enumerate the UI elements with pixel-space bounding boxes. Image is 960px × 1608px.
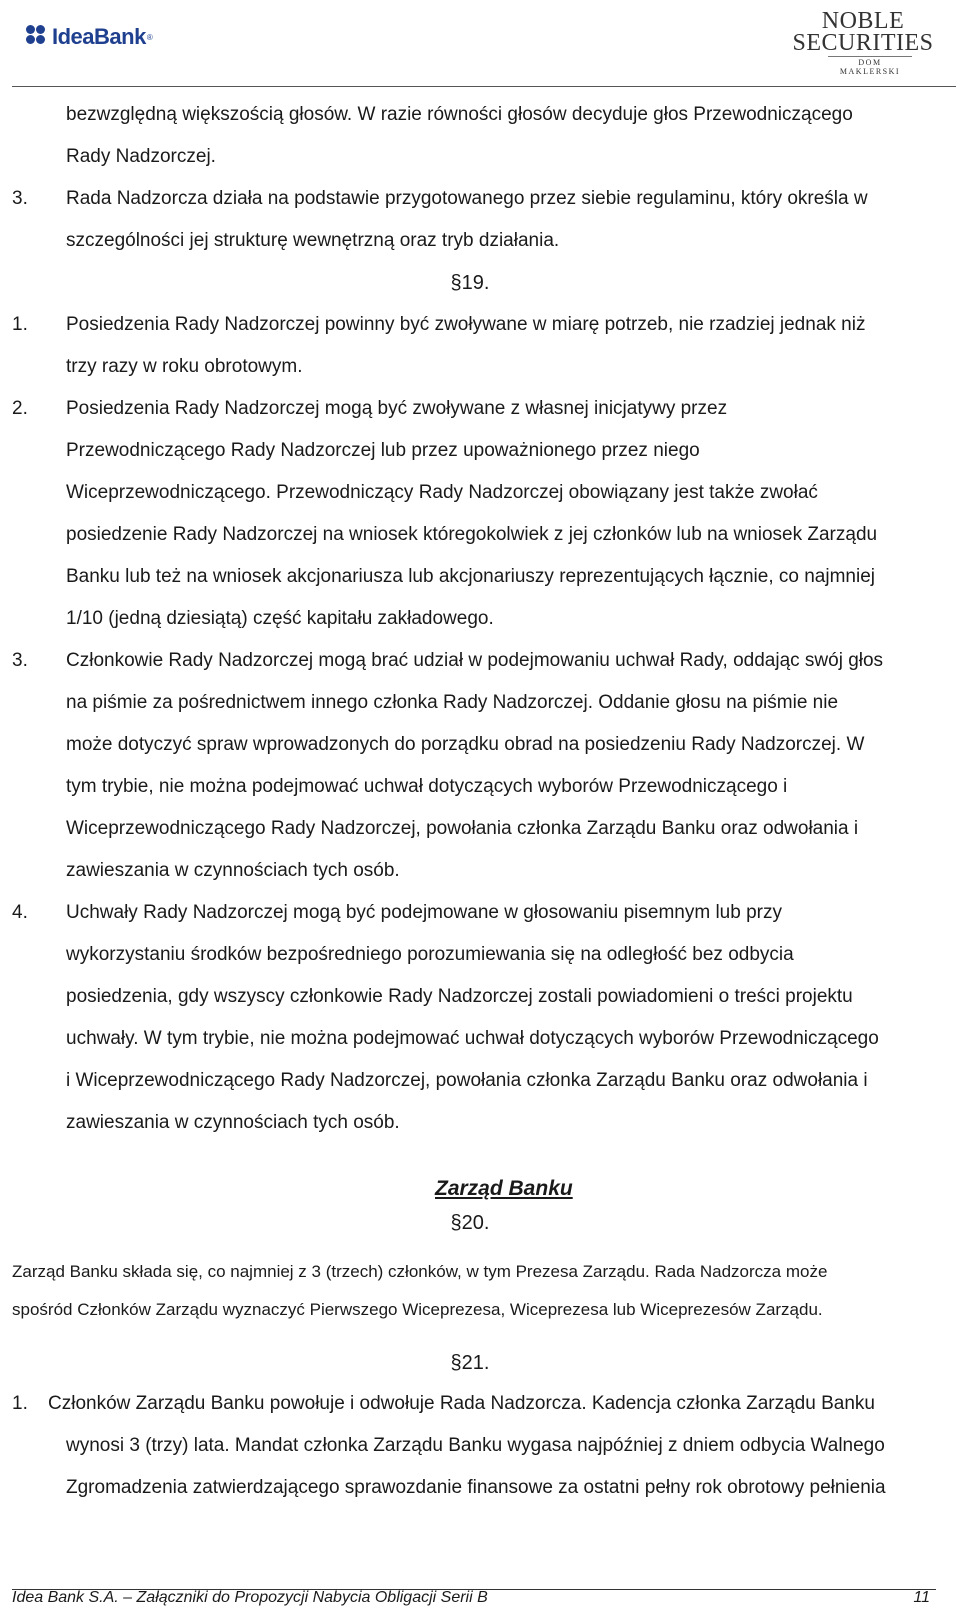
list-number: 3. [12,188,28,209]
registered-mark-icon: ® [146,32,153,42]
section-number: §21. [450,1352,490,1374]
paragraph-line: wynosi 3 (trzy) lata. Mandat członka Zarządu Banku wygasa najpóźniej z dniem odbycia Walnego [66,1435,885,1456]
noble-logo-line3: DOM MAKLERSKI [828,56,912,76]
paragraph-line: wykorzystaniu środków bezpośredniego porozumiewania się na odległość bez odbycia [66,944,794,965]
paragraph-line: spośród Członków Zarządu wyznaczyć Pierwszego Wiceprezesa, Wiceprezesa lub Wiceprezesów Zarządu. [12,1300,823,1319]
paragraph-line: tym trybie, nie można podejmować uchwał dotyczących wyborów Przewodniczącego i [66,776,788,797]
header-divider [12,86,956,87]
paragraph-line: Rada Nadzorcza działa na podstawie przygotowanego przez siebie regulaminu, który określa w [66,188,868,209]
paragraph-line: Zarząd Banku składa się, co najmniej z 3 (trzech) członków, w tym Prezesa Zarządu. Rada Nadzorcza może [12,1262,828,1281]
paragraph-line: zawieszania w czynnościach tych osób. [66,860,400,881]
paragraph-line: Zgromadzenia zatwierdzającego sprawozdanie finansowe za ostatni pełny rok obrotowy pełnienia [66,1477,886,1498]
paragraph-line: na piśmie za pośrednictwem innego członka Rady Nadzorczej. Oddanie głosu na piśmie nie [66,692,839,713]
paragraph-line: posiedzenia, gdy wszyscy członkowie Rady Nadzorczej zostali powiadomieni o treści projektu [66,986,853,1007]
paragraph-line: zawieszania w czynnościach tych osób. [66,1112,400,1133]
paragraph-line: Posiedzenia Rady Nadzorczej powinny być zwoływane w miarę potrzeb, nie rzadziej jednak niż [66,314,866,335]
paragraph-line: posiedzenie Rady Nadzorczej na wniosek któregokolwiek z jej członków lub na wniosek Zarządu [66,524,878,545]
paragraph-line: trzy razy w roku obrotowym. [66,356,303,377]
page-number: 11 [913,1589,930,1606]
idea-bank-logo [26,24,153,50]
noble-logo-line1: NOBLE [821,8,905,34]
list-number: 1. [12,1393,28,1414]
noble-securities-logo [788,10,938,76]
paragraph-line: Członków Zarządu Banku powołuje i odwołuje Rada Nadzorcza. Kadencja członka Zarządu Banku [48,1393,875,1414]
paragraph-line: 1/10 (jedną dziesiątą) część kapitału zakładowego. [66,608,494,629]
section-number: §19. [450,272,490,294]
idea-bank-logo-text: IdeaBank [52,24,146,49]
list-number: 3. [12,650,28,671]
paragraph-line: Banku lub też na wniosek akcjonariusza lub akcjonariuszy reprezentujących łącznie, co najmniej [66,566,875,587]
paragraph-line: uchwały. W tym trybie, nie można podejmować uchwał dotyczących wyborów Przewodniczącego [66,1028,879,1049]
paragraph-line: Uchwały Rady Nadzorczej mogą być podejmowane w głosowaniu pisemnym lub przy [66,902,782,923]
paragraph-line: Członkowie Rady Nadzorczej mogą brać udział w podejmowaniu uchwał Rady, oddając swój głos [66,650,884,671]
paragraph-line: Wiceprzewodniczącego Rady Nadzorczej, powołania członka Zarządu Banku oraz odwołania i [66,818,859,839]
footer-title: Idea Bank S.A. – Załączniki do Propozycji Nabycia Obligacji Serii B [12,1589,488,1606]
paragraph-line: bezwzględną większością głosów. W razie równości głosów decyduje głos Przewodniczącego [66,104,853,125]
list-number: 2. [12,398,28,419]
paragraph-line: Rady Nadzorczej. [66,146,216,167]
noble-logo-line2: SECURITIES [792,30,934,56]
paragraph-line: Posiedzenia Rady Nadzorczej mogą być zwoływane z własnej inicjatywy przez [66,398,728,419]
paragraph-line: może dotyczyć spraw wprowadzonych do porządku obrad na posiedzeniu Rady Nadzorczej. W [66,734,865,755]
paragraph-line: Przewodniczącego Rady Nadzorczej lub przez upoważnionego przez niego [66,440,700,461]
paragraph-line: i Wiceprzewodniczącego Rady Nadzorczej, powołania członka Zarządu Banku oraz odwołania i [66,1070,868,1091]
page-header [0,0,960,88]
list-number: 4. [12,902,28,923]
section-number: §20. [450,1212,490,1234]
idea-bank-dots-icon [26,25,50,49]
paragraph-line: Wiceprzewodniczącego. Przewodniczący Rady Nadzorczej obowiązany jest także zwołać [66,482,818,503]
list-number: 1. [12,314,28,335]
section-heading: Zarząd Banku [435,1177,573,1200]
paragraph-line: szczególności jej strukturę wewnętrzną oraz tryb działania. [66,230,560,251]
